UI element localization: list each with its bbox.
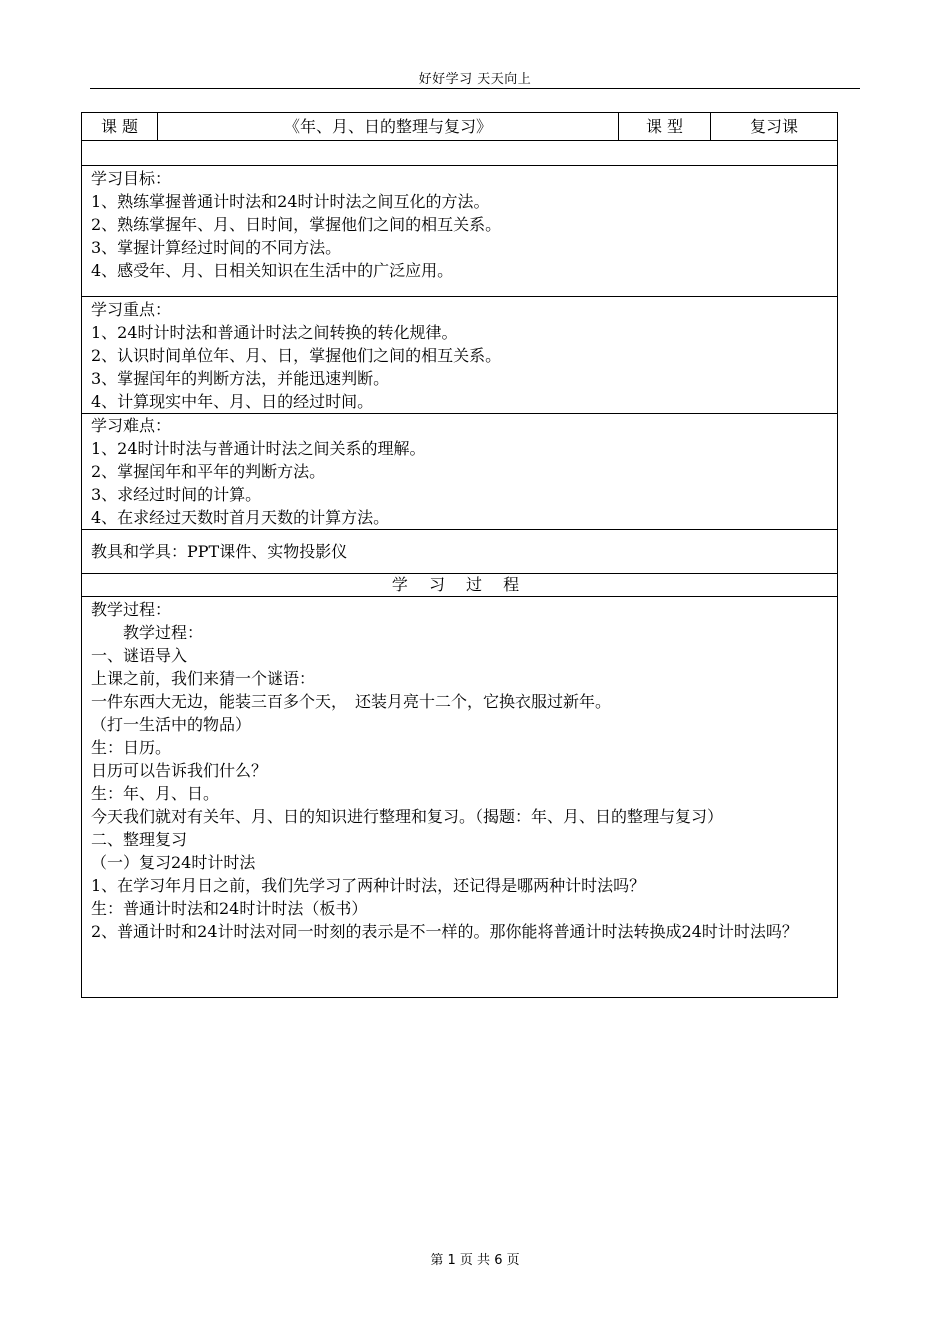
key-point-item: 3、掌握闰年的判断方法，并能迅速判断。 [91, 369, 390, 388]
process-line: 2、普通计时和24计时法对同一时刻的表示是不一样的。那你能将普通计时法转换成24时计时法吗？ [91, 922, 798, 941]
process-line: 一件东西大无边，能装三百多个天， 还装月亮十二个，它换衣服过新年。 [91, 692, 612, 711]
process-line: 教学过程： [91, 600, 172, 619]
topic-label: 课 题 [82, 113, 158, 141]
title-row [82, 113, 838, 141]
goals-row [82, 166, 838, 297]
difficulties-cell [82, 414, 838, 530]
key-point-item: 1、24时计时法和普通计时法之间转换的转化规律。 [91, 323, 458, 342]
blank-row [82, 141, 838, 166]
goal-item: 2、熟练掌握年、月、日时间，掌握他们之间的相互关系。 [91, 215, 502, 234]
key-points-title: 学习重点： [91, 300, 172, 319]
process-cell [82, 597, 838, 998]
process-line: 上课之前，我们来猜一个谜语： [91, 669, 316, 688]
key-point-item: 4、计算现实中年、月、日的经过时间。 [91, 392, 374, 411]
difficulties-title: 学习难点： [91, 416, 172, 435]
process-line: 二、整理复习 [91, 830, 188, 849]
difficulty-item: 3、求经过时间的计算。 [91, 485, 262, 504]
goal-item: 4、感受年、月、日相关知识在生活中的广泛应用。 [91, 261, 454, 280]
key-points-row [82, 297, 838, 414]
type-label: 课 型 [619, 113, 711, 141]
difficulty-item: 2、掌握闰年和平年的判断方法。 [91, 462, 326, 481]
goal-item: 1、熟练掌握普通计时法和24时计时法之间互化的方法。 [91, 192, 490, 211]
process-line: 日历可以告诉我们什么？ [91, 761, 268, 780]
page-header: 好好学习 天天向上 [418, 72, 532, 87]
process-body-row [82, 597, 838, 998]
process-line: 生：年、月、日。 [91, 784, 220, 803]
process-line: （打一生活中的物品） [91, 715, 252, 734]
process-heading: 学 习 过 程 [82, 574, 838, 597]
type-value: 复习课 [711, 113, 838, 141]
process-line: 生：普通计时法和24时计时法（板书） [91, 899, 368, 918]
tools-cell: 教具和学具：PPT课件、实物投影仪 [82, 530, 838, 574]
process-line: 生：日历。 [91, 738, 172, 757]
process-heading-row [82, 574, 838, 597]
difficulty-item: 4、在求经过天数时首月天数的计算方法。 [91, 508, 390, 527]
goal-item: 3、掌握计算经过时间的不同方法。 [91, 238, 342, 257]
process-line: 今天我们就对有关年、月、日的知识进行整理和复习。（揭题：年、月、日的整理与复习） [91, 807, 724, 826]
process-line: 1、在学习年月日之前，我们先学习了两种计时法，还记得是哪两种计时法吗？ [91, 876, 646, 895]
difficulty-item: 1、24时计时法与普通计时法之间关系的理解。 [91, 439, 426, 458]
process-line: 教学过程： [91, 623, 204, 642]
topic-value: 《年、月、日的整理与复习》 [158, 113, 619, 141]
header-rule [90, 88, 860, 89]
goals-cell [82, 166, 838, 297]
lesson-plan-table [81, 112, 838, 998]
blank-cell [82, 141, 838, 166]
process-line: 一、谜语导入 [91, 646, 188, 665]
key-point-item: 2、认识时间单位年、月、日，掌握他们之间的相互关系。 [91, 346, 502, 365]
difficulties-row [82, 414, 838, 530]
process-line: （一）复习24时计时法 [91, 853, 256, 872]
key-points-cell [82, 297, 838, 414]
page-footer: 第 1 页 共 6 页 [430, 1253, 520, 1268]
goals-title: 学习目标： [91, 169, 172, 188]
tools-row [82, 530, 838, 574]
